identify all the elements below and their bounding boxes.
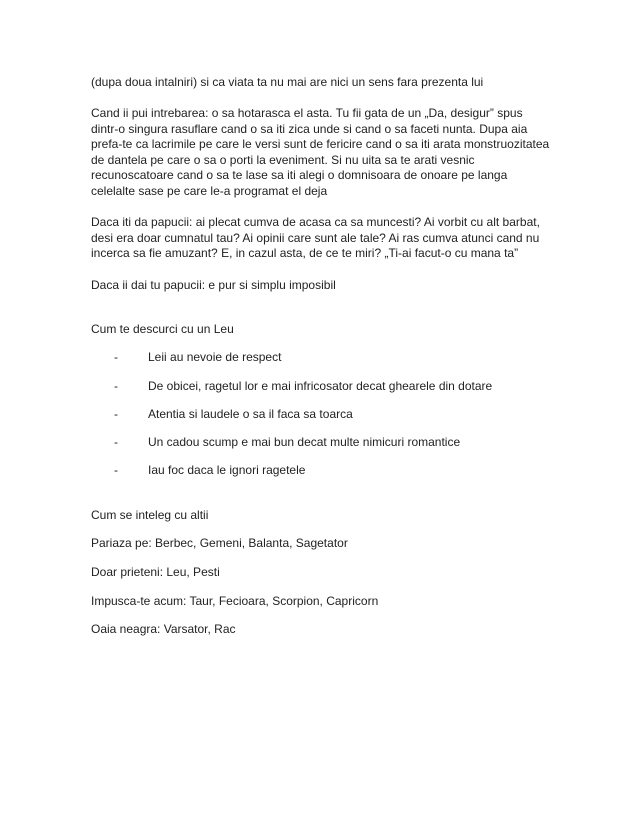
list-item-text: Un cadou scump e mai bun decat multe nimicuri romantice bbox=[148, 435, 461, 449]
list-item bbox=[0, 379, 638, 395]
bullet-dash: - bbox=[114, 435, 118, 449]
compatibility-black-sheep: Oaia neagra: Varsator, Rac bbox=[91, 622, 236, 636]
compatibility-friends: Doar prieteni: Leu, Pesti bbox=[91, 565, 220, 579]
list-item bbox=[0, 463, 638, 479]
paragraph-breakup-by-him: Daca iti da papucii: ai plecat cumva de acasa ca sa muncesti? Ai vorbit cu alt barbat, desi era doar cumnatul tau? Ai opinii care sunt ale tale? Ai ras cumva atunci cand nu incerca sa fie amuzant? E, in cazul asta, de ce te miri? „Ti-ai facut-o cu mana ta” bbox=[91, 215, 540, 260]
list-item bbox=[0, 407, 638, 423]
paragraph-breakup-by-you: Daca ii dai tu papucii: e pur si simplu imposibil bbox=[91, 278, 336, 292]
paragraph-proposal: Cand ii pui intrebarea: o sa hotarasca el asta. Tu fii gata de un „Da, desigur” spus dintr-o singura rasuflare cand o sa iti zica unde si cand o sa faceti nunta. Dupa aia prefa-te ca lacrimile pe care le versi sunt de fericire cand o sa iti arata monstruozitatea de dantela pe care o sa o porti la eveniment. Si nu uita sa te arati vesnic recunoscatoare cand o sa te lase sa iti alegi o domnisoara de onoare pe langa celelalte sase pe care le-a programat el deja bbox=[91, 106, 550, 198]
bullet-dash: - bbox=[114, 350, 118, 364]
list-item-text: De obicei, ragetul lor e mai infricosator decat ghearele din dotare bbox=[148, 379, 493, 393]
list-item-text: Leii au nevoie de respect bbox=[148, 350, 282, 364]
list-item bbox=[0, 350, 638, 366]
compatibility-worst: Impusca-te acum: Taur, Fecioara, Scorpion, Capricorn bbox=[91, 594, 379, 608]
intro-line: (dupa doua intalniri) si ca viata ta nu mai are nici un sens fara prezenta lui bbox=[91, 75, 484, 89]
compatibility-best: Pariaza pe: Berbec, Gemeni, Balanta, Sagetator bbox=[91, 536, 348, 550]
section-heading-leo: Cum te descurci cu un Leu bbox=[91, 322, 234, 336]
section-heading-compatibility: Cum se inteleg cu altii bbox=[91, 508, 209, 522]
bullet-dash: - bbox=[114, 463, 118, 477]
list-item-text: Iau foc daca le ignori ragetele bbox=[148, 463, 306, 477]
list-item-text: Atentia si laudele o sa il faca sa toarca bbox=[148, 407, 353, 421]
list-item bbox=[0, 435, 638, 451]
bullet-dash: - bbox=[114, 407, 118, 421]
bullet-dash: - bbox=[114, 379, 118, 393]
